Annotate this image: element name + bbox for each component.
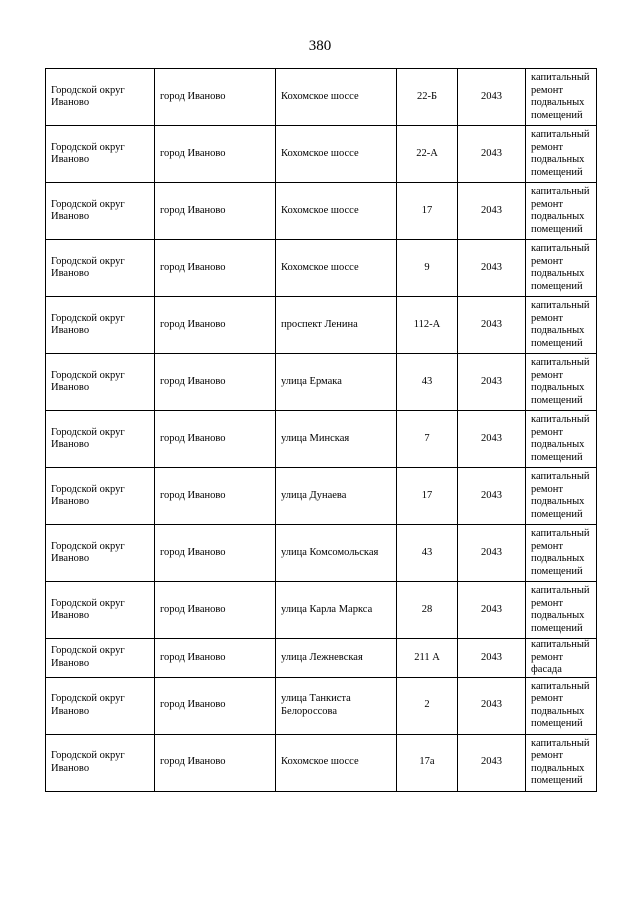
cell-house: 211 А [397,639,458,678]
table-row [46,734,597,791]
cell-year: 2043 [458,734,526,791]
table-row [46,126,597,183]
cell-street: улица Лежневская [276,639,397,678]
cell-okrug: Городской округ Иваново [46,354,155,411]
cell-city: город Иваново [155,240,276,297]
cell-city: город Иваново [155,639,276,678]
cell-street: Кохомское шоссе [276,240,397,297]
cell-street: проспект Ленина [276,297,397,354]
cell-street: улица Минская [276,411,397,468]
cell-city: город Иваново [155,297,276,354]
cell-year: 2043 [458,639,526,678]
cell-city: город Иваново [155,677,276,734]
table-row [46,354,597,411]
cell-house: 43 [397,354,458,411]
cell-okrug: Городской округ Иваново [46,468,155,525]
cell-city: город Иваново [155,354,276,411]
cell-okrug: Городской округ Иваново [46,582,155,639]
cell-city: город Иваново [155,126,276,183]
cell-house: 9 [397,240,458,297]
cell-street: Кохомское шоссе [276,734,397,791]
cell-house: 112-А [397,297,458,354]
cell-street: Кохомское шоссе [276,126,397,183]
cell-okrug: Городской округ Иваново [46,126,155,183]
cell-work: капитальный ремонт подвальных помещений [526,69,597,126]
cell-street: улица Карла Маркса [276,582,397,639]
cell-year: 2043 [458,240,526,297]
cell-okrug: Городской округ Иваново [46,411,155,468]
cell-work: капитальный ремонт подвальных помещений [526,297,597,354]
table-row [46,468,597,525]
cell-work: капитальный ремонт подвальных помещений [526,734,597,791]
cell-house: 28 [397,582,458,639]
cell-okrug: Городской округ Иваново [46,734,155,791]
cell-work: капитальный ремонт подвальных помещений [526,354,597,411]
page-number: 380 [308,38,332,54]
cell-work: капитальный ремонт фасада [526,639,597,678]
cell-city: город Иваново [155,69,276,126]
cell-year: 2043 [458,126,526,183]
cell-city: город Иваново [155,525,276,582]
cell-street: улица Комсомольская [276,525,397,582]
cell-house: 17 [397,183,458,240]
cell-street: Кохомское шоссе [276,183,397,240]
cell-year: 2043 [458,468,526,525]
cell-house: 22-А [397,126,458,183]
cell-house: 43 [397,525,458,582]
registry-table [45,68,597,792]
table-row [46,297,597,354]
cell-house: 22-Б [397,69,458,126]
cell-work: капитальный ремонт подвальных помещений [526,582,597,639]
cell-work: капитальный ремонт подвальных помещений [526,525,597,582]
table-row [46,525,597,582]
cell-year: 2043 [458,183,526,240]
cell-city: город Иваново [155,582,276,639]
cell-work: капитальный ремонт подвальных помещений [526,677,597,734]
cell-house: 2 [397,677,458,734]
cell-city: город Иваново [155,734,276,791]
table-row [46,69,597,126]
cell-okrug: Городской округ Иваново [46,297,155,354]
cell-year: 2043 [458,354,526,411]
cell-work: капитальный ремонт подвальных помещений [526,183,597,240]
cell-okrug: Городской округ Иваново [46,525,155,582]
cell-work: капитальный ремонт подвальных помещений [526,411,597,468]
table-row [46,677,597,734]
cell-year: 2043 [458,297,526,354]
cell-city: город Иваново [155,468,276,525]
cell-house: 17 [397,468,458,525]
cell-work: капитальный ремонт подвальных помещений [526,468,597,525]
cell-year: 2043 [458,582,526,639]
cell-city: город Иваново [155,411,276,468]
cell-okrug: Городской округ Иваново [46,69,155,126]
cell-okrug: Городской округ Иваново [46,677,155,734]
table-row [46,639,597,678]
table-row [46,411,597,468]
cell-year: 2043 [458,411,526,468]
cell-okrug: Городской округ Иваново [46,240,155,297]
cell-year: 2043 [458,677,526,734]
cell-city: город Иваново [155,183,276,240]
cell-street: Кохомское шоссе [276,69,397,126]
table-row [46,183,597,240]
cell-house: 17а [397,734,458,791]
cell-year: 2043 [458,525,526,582]
cell-house: 7 [397,411,458,468]
cell-street: улица Танкиста Белороссова [276,677,397,734]
table-row [46,240,597,297]
cell-street: улица Дунаева [276,468,397,525]
cell-work: капитальный ремонт подвальных помещений [526,240,597,297]
registry-table-body [46,69,597,792]
cell-work: капитальный ремонт подвальных помещений [526,126,597,183]
table-row [46,582,597,639]
cell-okrug: Городской округ Иваново [46,639,155,678]
cell-street: улица Ермака [276,354,397,411]
cell-year: 2043 [458,69,526,126]
cell-okrug: Городской округ Иваново [46,183,155,240]
